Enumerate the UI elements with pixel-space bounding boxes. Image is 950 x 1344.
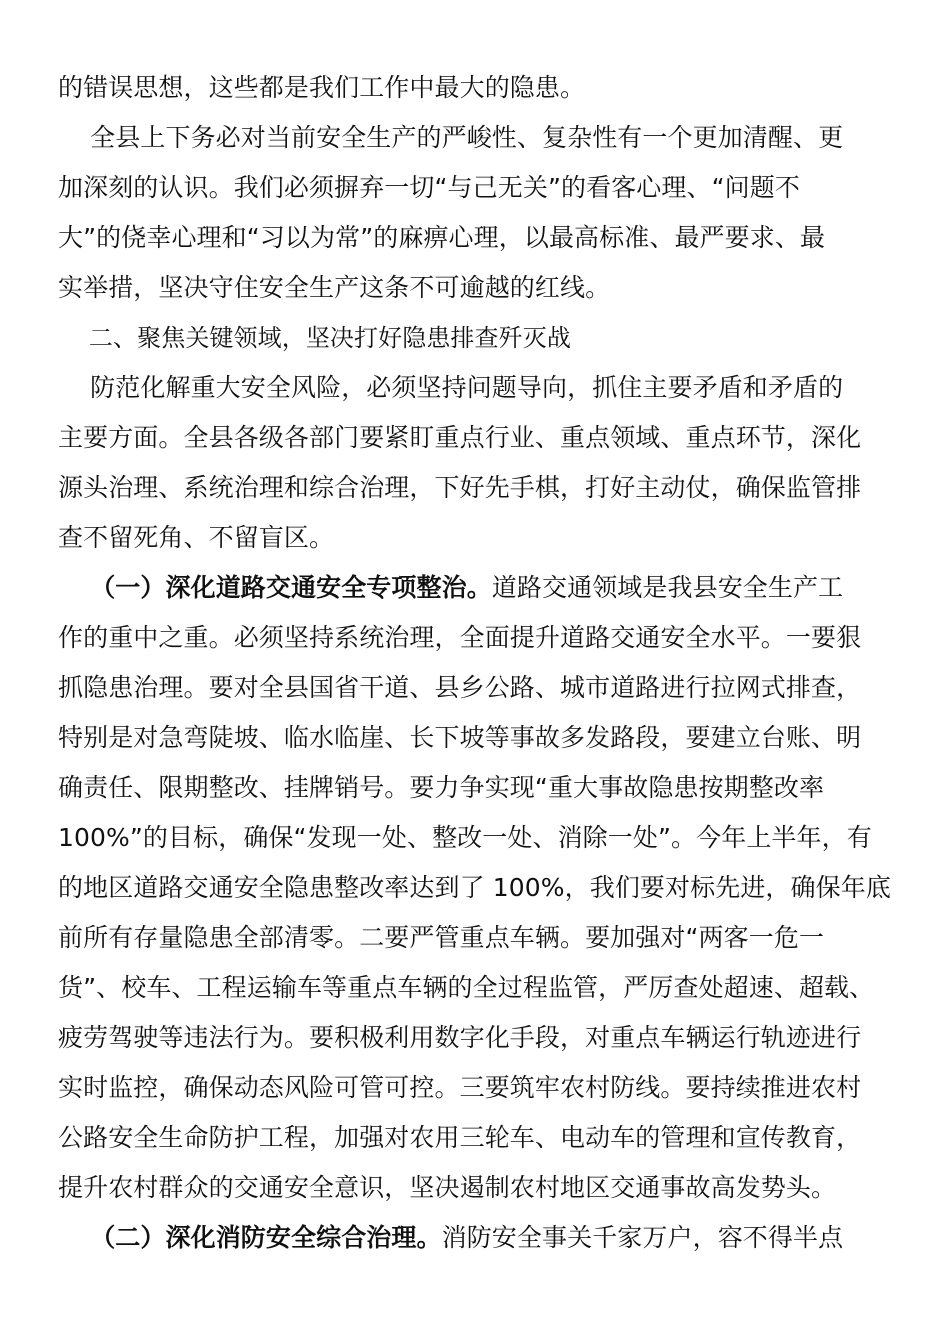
text-line: 疲劳驾驶等违法行为。要积极利用数字化手段，对重点车辆运行轨迹进行 <box>58 1023 862 1052</box>
subsection-1-title: （一）深化道路交通安全专项整治。 <box>90 573 492 602</box>
text-line: 前所有存量隐患全部清零。二要严管重点车辆。要加强对“两客一危一 <box>58 923 825 952</box>
text-line: 的错误思想，这些都是我们工作中最大的隐患。 <box>58 73 586 102</box>
text-line: 实时监控，确保动态风险可管可控。三要筑牢农村防线。要持续推进农村 <box>58 1073 862 1102</box>
subsection-2-title: （二）深化消防安全综合治理。 <box>90 1223 442 1252</box>
text-line: 大”的侥幸心理和“习以为常”的麻痹心理，以最高标准、最严要求、最 <box>58 223 826 252</box>
text-line: 抓隐患治理。要对全县国省干道、县乡公路、城市道路进行拉网式排查， <box>58 673 862 702</box>
text-line: 作的重中之重。必须坚持系统治理，全面提升道路交通安全水平。一要狠 <box>58 623 862 652</box>
subsection-1-line <box>58 568 843 608</box>
text-line: 防范化解重大安全风险，必须坚持问题导向，抓住主要矛盾和矛盾的 <box>58 373 844 402</box>
text-line: 的地区道路交通安全隐患整改率达到了 100%，我们要对标先进，确保年底 <box>58 873 891 902</box>
text-line: 提升农村群众的交通安全意识，坚决遏制农村地区交通事故高发势头。 <box>58 1173 837 1202</box>
text-line: 主要方面。全县各级各部门要紧盯重点行业、重点领域、重点环节，深化 <box>58 423 862 452</box>
text-line: 加深刻的认识。我们必须摒弃一切“与己无关”的看客心理、“问题不 <box>58 173 800 202</box>
subsection-2-text: 消防安全事关千家万户，容不得半点 <box>441 1223 844 1252</box>
text-line: 特别是对急弯陡坡、临水临崖、长下坡等事故多发路段，要建立台账、明 <box>58 723 862 752</box>
subsection-2-line <box>58 1218 843 1258</box>
text-line: 确责任、限期整改、挂牌销号。要力争实现“重大事故隐患按期整改率 <box>58 773 825 802</box>
text-line: 实举措，坚决守住安全生产这条不可逾越的红线。 <box>58 273 611 302</box>
text-line: 源头治理、系统治理和综合治理，下好先手棋，打好主动仗，确保监管排 <box>58 473 862 502</box>
text-line: 全县上下务必对当前安全生产的严峻性、复杂性有一个更加清醒、更 <box>58 123 844 152</box>
text-line: 查不留死角、不留盲区。 <box>58 523 335 552</box>
subsection-indent <box>58 1223 90 1252</box>
subsection-indent <box>58 573 90 602</box>
subsection-1-text: 道路交通领域是我县安全生产工 <box>491 573 844 602</box>
text-line: 公路安全生命防护工程，加强对农用三轮车、电动车的管理和宣传教育， <box>58 1123 862 1152</box>
text-line: 货”、校车、工程运输车等重点车辆的全过程监管，严厉查处超速、超载、 <box>58 973 875 1002</box>
section-heading: 二、聚焦关键领域，坚决打好隐患排查歼灭战 <box>58 324 571 352</box>
text-line: 100%”的目标，确保“发现一处、整改一处、消除一处”。今年上半年，有 <box>58 823 872 852</box>
